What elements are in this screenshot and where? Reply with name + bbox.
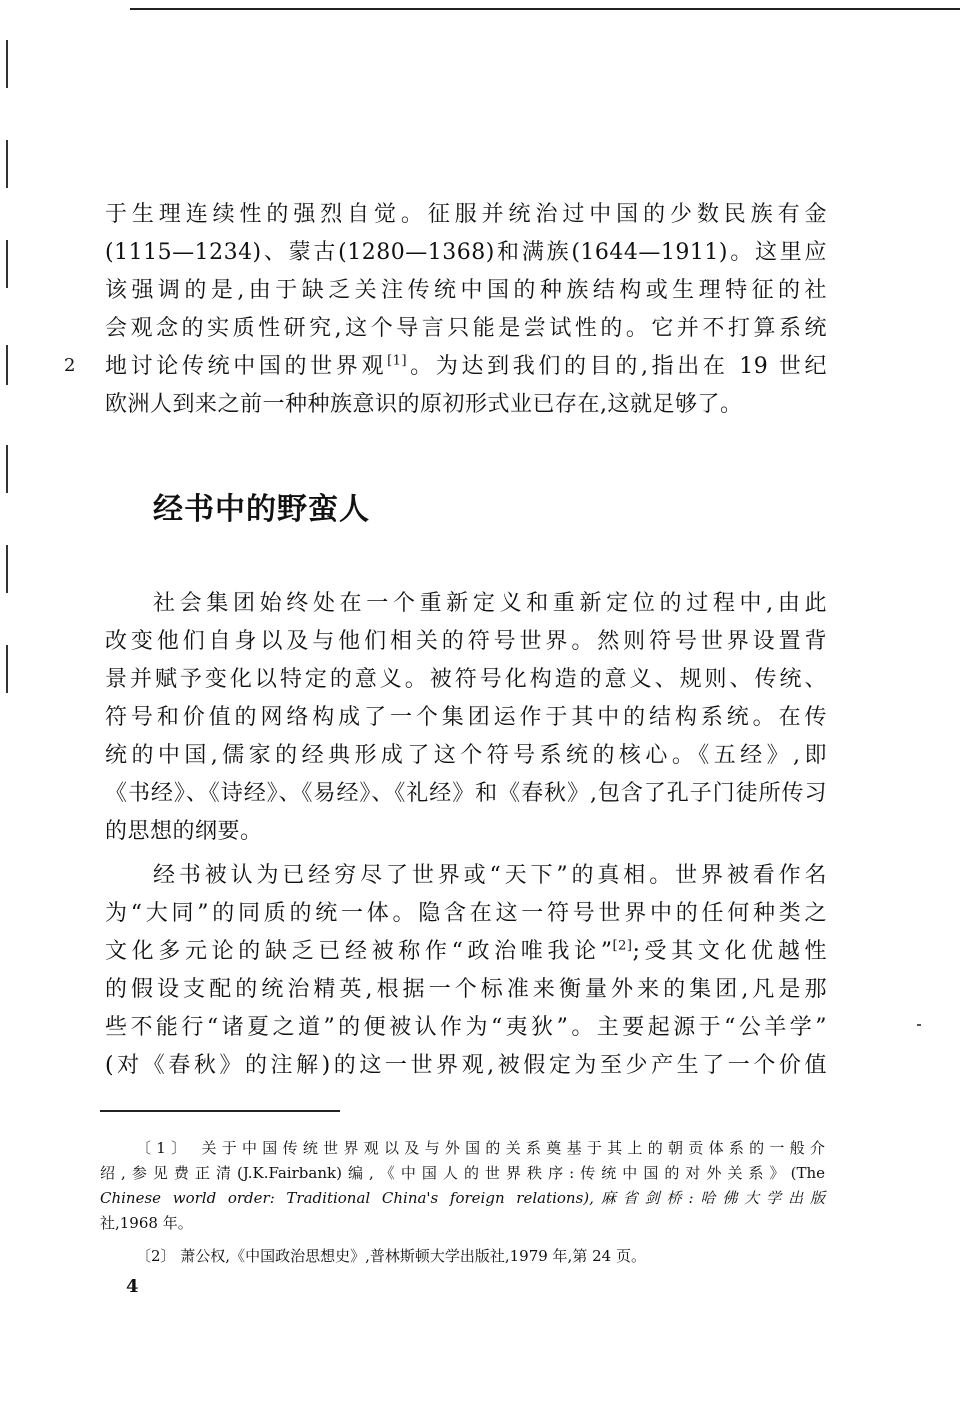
text-line: 改变他们自身以及与他们相关的符号世界。然则符号世界设置背 [105,629,827,654]
text-line: 经书被认为已经穷尽了世界或“天下”的真相。世界被看作名 [153,863,827,888]
footnote-separator [100,1110,340,1112]
footnote-reference[interactable]: [1] [387,353,408,369]
footnote-2: 〔2〕 萧公权,《中国政治思想史》,普林斯顿大学出版社,1979 年,第 24 页。 [136,1247,646,1265]
footnote-reference[interactable]: [2] [612,938,633,954]
text-line: 社会集团始终处在一个重新定义和重新定位的过程中,由此 [153,591,827,616]
text-line: 欧洲人到来之前一种种族意识的原初形式业已存在,这就足够了。 [105,392,743,417]
text-line: (1115—1234)、蒙古(1280—1368)和满族(1644—1911)。这里应 [105,240,827,265]
text-segment: 文化多元论的缺乏已经被称作“政治唯我论” [105,939,613,964]
footnote-1-line: 绍,参见费正清(J.K.Fairbank)编,《中国人的世界秩序:传统中国的对外关系》(The [100,1164,825,1182]
text-segment: 地讨论传统中国的世界观 [105,354,388,379]
text-line: 会观念的实质性研究,这个导言只能是尝试性的。它并不打算系统 [105,316,827,341]
footnotes [100,1136,825,1269]
text-line: 景并赋予变化以特定的意义。被符号化构造的意义、规则、传统、 [105,667,827,692]
footnote-1-line: 〔1〕 关于中国传统世界观以及与外国的关系奠基于其上的朝贡体系的一般介 [136,1139,825,1157]
scan-speck [917,1024,921,1026]
text-line: (对《春秋》的注解)的这一世界观,被假定为至少产生了一个价值 [105,1053,827,1078]
paragraph [105,585,827,851]
text-line: 的假设支配的统治精英,根据一个标准来衡量外来的集团,凡是那 [105,977,827,1002]
text-line: 于生理连续性的强烈自觉。征服并统治过中国的少数民族有金 [105,202,827,227]
footnote-1-line: Chinese world order: Traditional China's foreign relations),麻省剑桥:哈佛大学出版 [100,1189,825,1207]
top-rule [130,8,960,10]
scan-margin-mark [6,445,8,493]
scan-margin-mark [6,545,8,593]
scan-margin-mark [6,40,8,88]
page-number: 4 [126,1276,139,1297]
text-line: 《书经》、《诗经》、《易经》、《礼经》和《春秋》,包含了孔子门徒所传习 [105,781,827,806]
paragraph [105,857,827,1085]
text-line: 该强调的是,由于缺乏关注传统中国的种族结构或生理特征的社 [105,278,827,303]
text-line: 符号和价值的网络构成了一个集团运作于其中的结构系统。在传 [105,705,827,730]
text-line [105,348,827,386]
scan-margin-mark [6,645,8,693]
margin-page-number: 2 [64,355,76,376]
text-segment: 。为达到我们的目的,指出在 19 世纪 [407,354,827,379]
text-line [105,933,827,971]
scan-margin-mark [6,345,8,385]
scan-margin-mark [6,140,8,188]
scan-margin-mark [6,240,8,288]
section-title: 经书中的野蛮人 [153,492,370,527]
text-line: 些不能行“诸夏之道”的便被认作为“夷狄”。主要起源于“公羊学” [105,1015,827,1040]
text-line: 为“大同”的同质的统一体。隐含在这一符号世界中的任何种类之 [105,901,827,926]
text-line: 统的中国,儒家的经典形成了这个符号系统的核心。《五经》,即 [105,743,827,768]
text-segment: ;受其文化优越性 [632,939,828,964]
text-line: 的思想的纲要。 [105,819,263,844]
continued-paragraph [105,196,827,424]
footnote-1-line: 社,1968 年。 [100,1214,193,1232]
